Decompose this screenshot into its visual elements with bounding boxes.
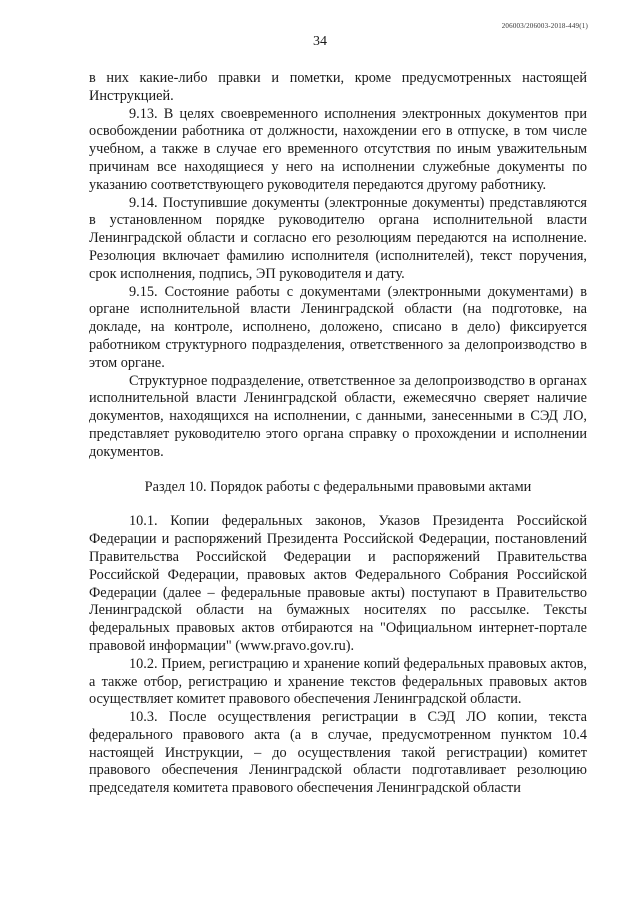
- paragraph-10-2: 10.2. Прием, регистрацию и хранение копий федеральных правовых актов, а также отбор, регистрацию и хранение текстов федеральных правовых актов осуществляет комитет правового обеспечения Ленинградской области.: [89, 655, 587, 708]
- page-number: 34: [313, 34, 327, 49]
- paragraph-continuation: в них какие-либо правки и пометки, кроме предусмотренных настоящей Инструкцией.: [89, 70, 587, 104]
- paragraph-structural-unit: Структурное подразделение, ответственное за делопроизводство в органах исполнительной власти Ленинградской области, ежемесячно сверяет наличие документов, находящихся на исполнении, с данными, занесенными в СЭД ЛО, представляет руководителю этого органа справку о прохождении и исполнении документов.: [89, 372, 587, 460]
- paragraph-10-3: 10.3. После осуществления регистрации в СЭД ЛО копии, текста федерального правового акта (а в случае, предусмотренном пунктом 10.4 настоящей Инструкции, – до осуществления такой регистрации) комитет правового обеспечения Ленинградской области подготавливает резолюцию председателя комитета правового обеспечения Ленинградской области: [89, 709, 587, 797]
- paragraph-9-13: 9.13. В целях своевременного исполнения электронных документов при освобождении работника от должности, нахождении его в отпуске, в том числе учебном, а также в случае его временного отсутствия по иным уважительным причинам все находящиеся у него на исполнении служебные документы по указанию соответствующего руководителя передаются другому работнику.: [89, 105, 587, 193]
- spacer: [89, 462, 587, 479]
- paragraph-9-14: 9.14. Поступившие документы (электронные документы) представляются в установленном порядке руководителю органа исполнительной власти Ленинградской области и согласно его резолюциям передаются на исполнение. Резолюция включает фамилию исполнителя (исполнителей), текст поручения, срок исполнения, подпись, ЭП руководителя и дату.: [89, 194, 587, 282]
- paragraph-10-1: 10.1. Копии федеральных законов, Указов Президента Российской Федерации и распоряжений Президента Российской Федерации, постановлений Правительства Российской Федерации и распоряжений Правительства Российской Федерации, правовых актов Федерального Собрания Российской Федерации (далее – федеральные правовые акты) поступают в Правительство Ленинградской области на бумажных носителях по рассылке. Тексты федеральных правовых актов отбираются на "Официальном интернет-портале правовой информации" (www.pravo.gov.ru).: [89, 513, 587, 654]
- paragraph-9-15: 9.15. Состояние работы с документами (электронными документами) в органе исполнительной власти Ленинградской области (на подготовке, на докладе, на контроле, исполнено, доложено, списано в дело) фиксируется работником структурного подразделения, ответственного за делопроизводство в этом органе.: [89, 283, 587, 371]
- spacer: [89, 496, 587, 513]
- document-id: 206003/206003-2018-449(1): [501, 22, 588, 30]
- section-heading: Раздел 10. Порядок работы с федеральными правовыми актами: [144, 478, 532, 495]
- document-body: [89, 70, 587, 798]
